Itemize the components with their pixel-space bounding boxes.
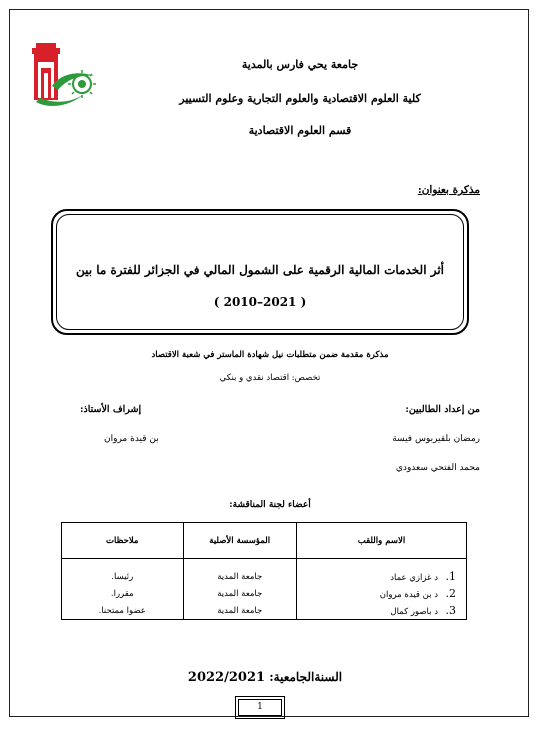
member-name: د باصور كمال bbox=[390, 607, 438, 617]
students-label: من إعداد الطالبين: bbox=[405, 404, 480, 415]
committee-label: أعضاء لجنة المناقشة: bbox=[229, 500, 311, 510]
student-name-2: محمد الفتحي سعدودي bbox=[395, 463, 480, 473]
committee-table bbox=[61, 522, 467, 620]
member-name: د بن قيدة مروان bbox=[379, 590, 438, 600]
member-name-cell bbox=[296, 568, 466, 585]
member-institution: جامعة المدية bbox=[183, 602, 296, 620]
academic-year-label: السنةالجامعية: bbox=[269, 670, 343, 684]
member-role: مقررا. bbox=[62, 585, 184, 602]
member-name-cell bbox=[296, 585, 466, 602]
member-name-cell bbox=[296, 602, 466, 620]
member-institution: جامعة المدية bbox=[183, 585, 296, 602]
table-spacer-row bbox=[62, 559, 467, 569]
university-name: جامعة يحي فارس بالمدية bbox=[241, 58, 359, 71]
member-role: رئيسا. bbox=[62, 568, 184, 585]
faculty-name: كلية العلوم الاقتصادية والعلوم التجارية وعلوم التسيير bbox=[179, 92, 421, 105]
committee-header-row bbox=[62, 523, 467, 559]
submission-statement: مذكرة مقدمة ضمن متطلبات نيل شهادة الماستر في شعبة الاقتصاد bbox=[151, 350, 389, 360]
member-role: عضوا ممتحنا. bbox=[62, 602, 184, 620]
supervisor-name: بن قيدة مروان bbox=[104, 434, 159, 444]
student-name-1: رمضان بلقيربوس فيسة bbox=[392, 434, 480, 444]
header-name: الاسم واللقب bbox=[296, 523, 466, 559]
member-name: د غزازي عماد bbox=[390, 573, 438, 583]
member-number: 3. bbox=[445, 604, 456, 617]
academic-year bbox=[180, 670, 350, 685]
university-logo bbox=[30, 40, 104, 114]
member-institution: جامعة المدية bbox=[183, 568, 296, 585]
member-number: 2. bbox=[445, 587, 456, 600]
header-institution: المؤسسة الأصلية bbox=[183, 523, 296, 559]
member-number: 1. bbox=[445, 570, 456, 583]
supervisor-label: إشراف الأستاذ: bbox=[80, 404, 142, 415]
header-notes: ملاحظات bbox=[62, 523, 184, 559]
memo-title: أثر الخدمات المالية الرقمية على الشمول المالي في الجزائر للفترة ما بين bbox=[75, 263, 445, 277]
specialization: تخصص: اقتصاد نقدي و بنكي bbox=[219, 373, 321, 383]
title-box bbox=[51, 209, 469, 335]
memo-period: ( 2010–2021 ) bbox=[213, 295, 307, 309]
department-name: قسم العلوم الاقتصادية bbox=[248, 124, 352, 137]
memo-label: مذكرة بعنوان: bbox=[417, 184, 480, 196]
table-row bbox=[62, 568, 467, 585]
page-number: 1 bbox=[238, 699, 282, 716]
academic-year-value: 2022/2021 bbox=[187, 670, 266, 685]
table-row bbox=[62, 602, 467, 620]
table-row bbox=[62, 585, 467, 602]
